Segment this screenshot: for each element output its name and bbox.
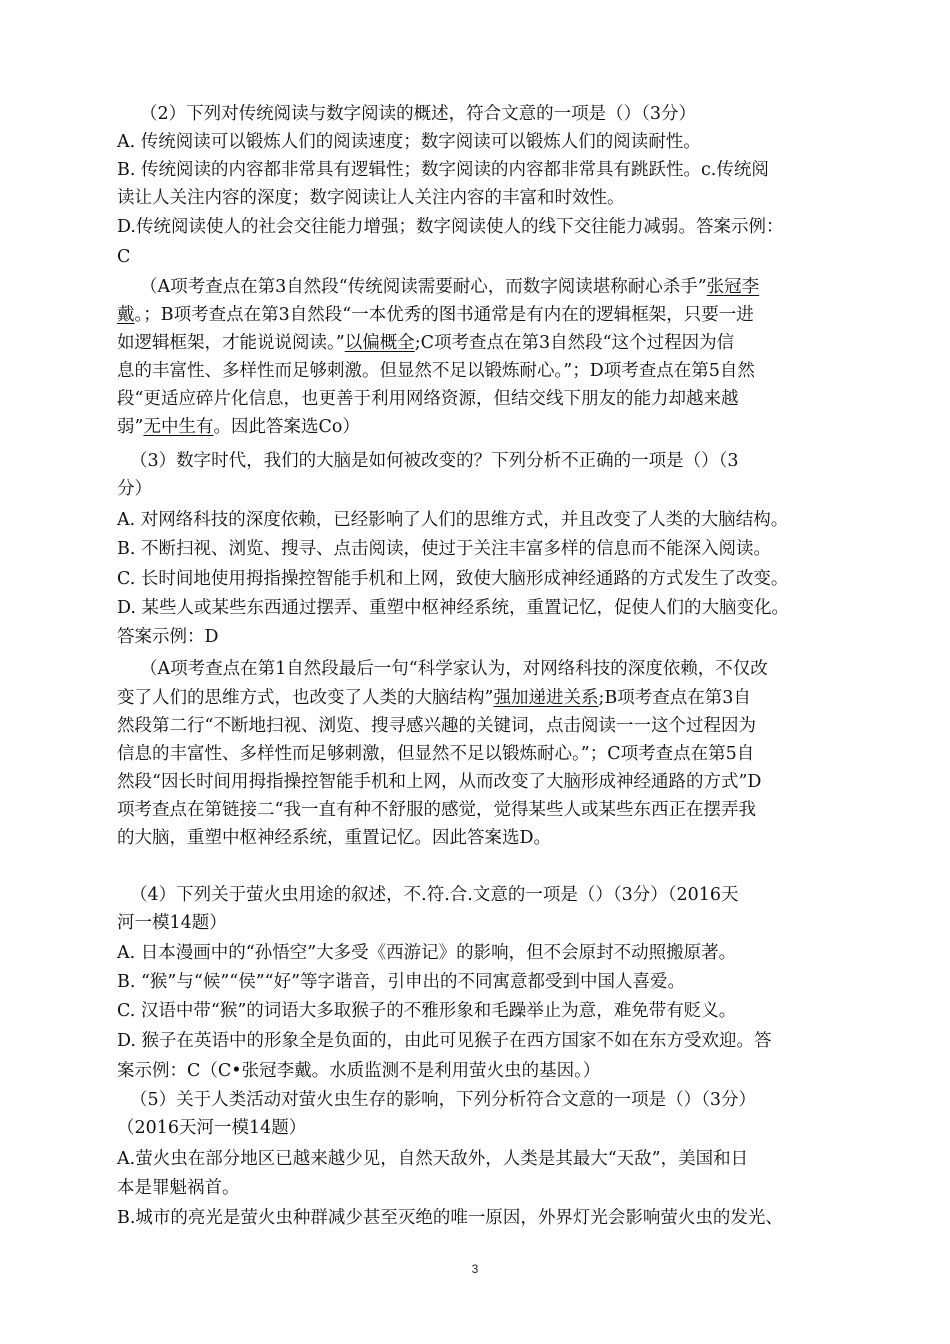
- q4-stem-cont: 河一模14题）: [117, 913, 227, 933]
- q2-option-d: D.传统阅读使人的社会交往能力增强；数字阅读使人的线下交往能力减弱。答案示例：: [117, 217, 784, 237]
- annotation-underline: 以偏概全: [344, 333, 415, 353]
- q3-stem: （3）数字时代，我们的大脑是如何被改变的？下列分析不正确的一项是（）（3: [130, 451, 739, 471]
- annotation-underline: 无中生有: [143, 417, 214, 437]
- q2-explanation-line-1: [140, 275, 759, 299]
- explanation-text: 。；B项考查点在第3自然段“一本优秀的图书通常是有内在的逻辑框架，只要一进: [134, 305, 754, 325]
- q4-answer: 案示例：C（C•张冠李戴。水质监测不是利用萤火虫的基因。）: [117, 1061, 601, 1081]
- q3-explanation-line-1: （A项考查点在第1自然段最后一句“科学家认为，对网络科技的深度依赖，不仅改: [140, 659, 768, 679]
- q4-stem: [130, 883, 739, 907]
- annotation-underline: 戴: [117, 305, 135, 325]
- q3-option-c: C. 长时间地使用拇指操控智能手机和上网，致使大脑形成神经通路的方式发生了改变。: [117, 569, 789, 589]
- q3-option-a: A. 对网络科技的深度依赖，已经影响了人们的思维方式，并且改变了人类的大脑结构。: [117, 510, 789, 530]
- q2-option-a: A. 传统阅读可以锻炼人们的阅读速度；数字阅读可以锻炼人们的阅读耐性。: [117, 132, 701, 152]
- q5-stem: （5）关于人类活动对萤火虫生存的影响，下列分析符合文意的一项是（）（3分）: [130, 1090, 757, 1110]
- q4-option-a: A. 日本漫画中的“孙悟空”大多受《西游记》的影响，但不会原封不动照搬原著。: [117, 943, 737, 963]
- q3-answer: 答案示例：D: [117, 627, 219, 647]
- q3-option-b: B. 不断扫视、浏览、搜寻、点击阅读，使过于关注丰富多样的信息而不能深入阅读。: [117, 539, 771, 559]
- q3-stem-cont: 分）: [117, 479, 152, 499]
- explanation-text: 如逻辑框架，才能说说阅读。”: [117, 333, 345, 353]
- explanation-text: 弱”: [117, 417, 144, 437]
- q4-option-b: B. “猴”与“候”“侯”“好”等字谐音，引申出的不同寓意都受到中国人喜爱。: [117, 972, 686, 992]
- q2-stem: （2）下列对传统阅读与数字阅读的概述，符合文意的一项是（）（3分）: [140, 104, 697, 124]
- explanation-text: ;C项考查点在第3自然段“这个过程因为信: [414, 333, 735, 353]
- q3-explanation-line-2: [117, 686, 751, 710]
- stem-text: （4）下列关于萤火虫用途的叙述，: [130, 885, 404, 905]
- q4-option-c: C. 汉语中带“猴”的词语大多取猴子的不雅形象和毛躁举止为意，难免带有贬义。: [117, 1001, 737, 1021]
- q3-explanation-line-7: 的大脑，重塑中枢神经系统，重置记忆。因此答案选D。: [117, 828, 552, 848]
- q2-option-b: B. 传统阅读的内容都非常具有逻辑性；数字阅读的内容都非常具有跳跃性。c.传统阅: [117, 160, 769, 180]
- stem-text: 文意的一项是（）（3分）（2016天: [472, 885, 739, 905]
- explanation-text: 。因此答案选Co）: [213, 417, 360, 437]
- explanation-text: 变了人们的思维方式，也改变了人类的大脑结构”: [117, 688, 494, 708]
- q5-option-a: A.萤火虫在部分地区已越来越少见，自然天敌外，人类是其最大“天敌”，美国和日: [117, 1149, 749, 1169]
- q2-explanation-line-5: 段“更适应碎片化信息，也更善于利用网络资源，但结交线下朋友的能力却越来越: [117, 389, 739, 409]
- q3-explanation-line-6: 项考查点在第链接二“我一直有种不舒服的感觉，觉得某些人或某些东西正在摆弄我: [117, 800, 756, 820]
- q5-option-b: B.城市的亮光是萤火虫种群减少甚至灭绝的唯一原因，外界灯光会影响萤火虫的发光、: [117, 1208, 783, 1228]
- q5-stem-cont: （2016天河一模14题）: [117, 1118, 307, 1138]
- emphasis-dotted-text: 不.符.合.: [403, 885, 473, 905]
- q3-explanation-line-3: 然段第二行“不断地扫视、浏览、搜寻感兴趣的关键词，点击阅读一一这个过程因为: [117, 716, 756, 736]
- q3-explanation-line-4: 信息的丰富性、多样性而足够刺激，但显然不足以锻炼耐心。”；C项考查点在第5自: [117, 744, 755, 764]
- annotation-underline: 张冠李: [706, 277, 760, 297]
- q5-option-a-cont: 本是罪魁祸首。: [117, 1178, 240, 1198]
- annotation-underline: 强加递进关系: [493, 688, 599, 708]
- explanation-text: ;B项考查点在第3自: [598, 688, 751, 708]
- q2-explanation-line-2: [117, 303, 754, 327]
- q3-explanation-line-5: 然段“因长时间用拇指操控智能手机和上网，从而改变了大脑形成神经通路的方式”D: [117, 772, 762, 792]
- explanation-text: （A项考查点在第3自然段“传统阅读需要耐心，而数字阅读堪称耐心杀手”: [140, 277, 707, 297]
- page-number: 3: [471, 1262, 479, 1276]
- q2-answer: C: [117, 247, 131, 267]
- q2-explanation-line-6: [117, 415, 360, 439]
- q2-explanation-line-3: [117, 331, 734, 355]
- q4-option-d: D. 猴子在英语中的形象全是负面的，由此可见猴子在西方国家不如在东方受欢迎。答: [117, 1031, 772, 1051]
- q3-option-d: D. 某些人或某些东西通过摆弄、重塑中枢神经系统，重置记忆，促使人们的大脑变化。: [117, 598, 790, 618]
- q2-explanation-line-4: 息的丰富性、多样性而足够刺激。但显然不足以锻炼耐心。”；D项考查点在第5自然: [117, 361, 755, 381]
- q2-option-c: 读让人关注内容的深度；数字阅读让人关注内容的丰富和时效性。: [117, 188, 625, 208]
